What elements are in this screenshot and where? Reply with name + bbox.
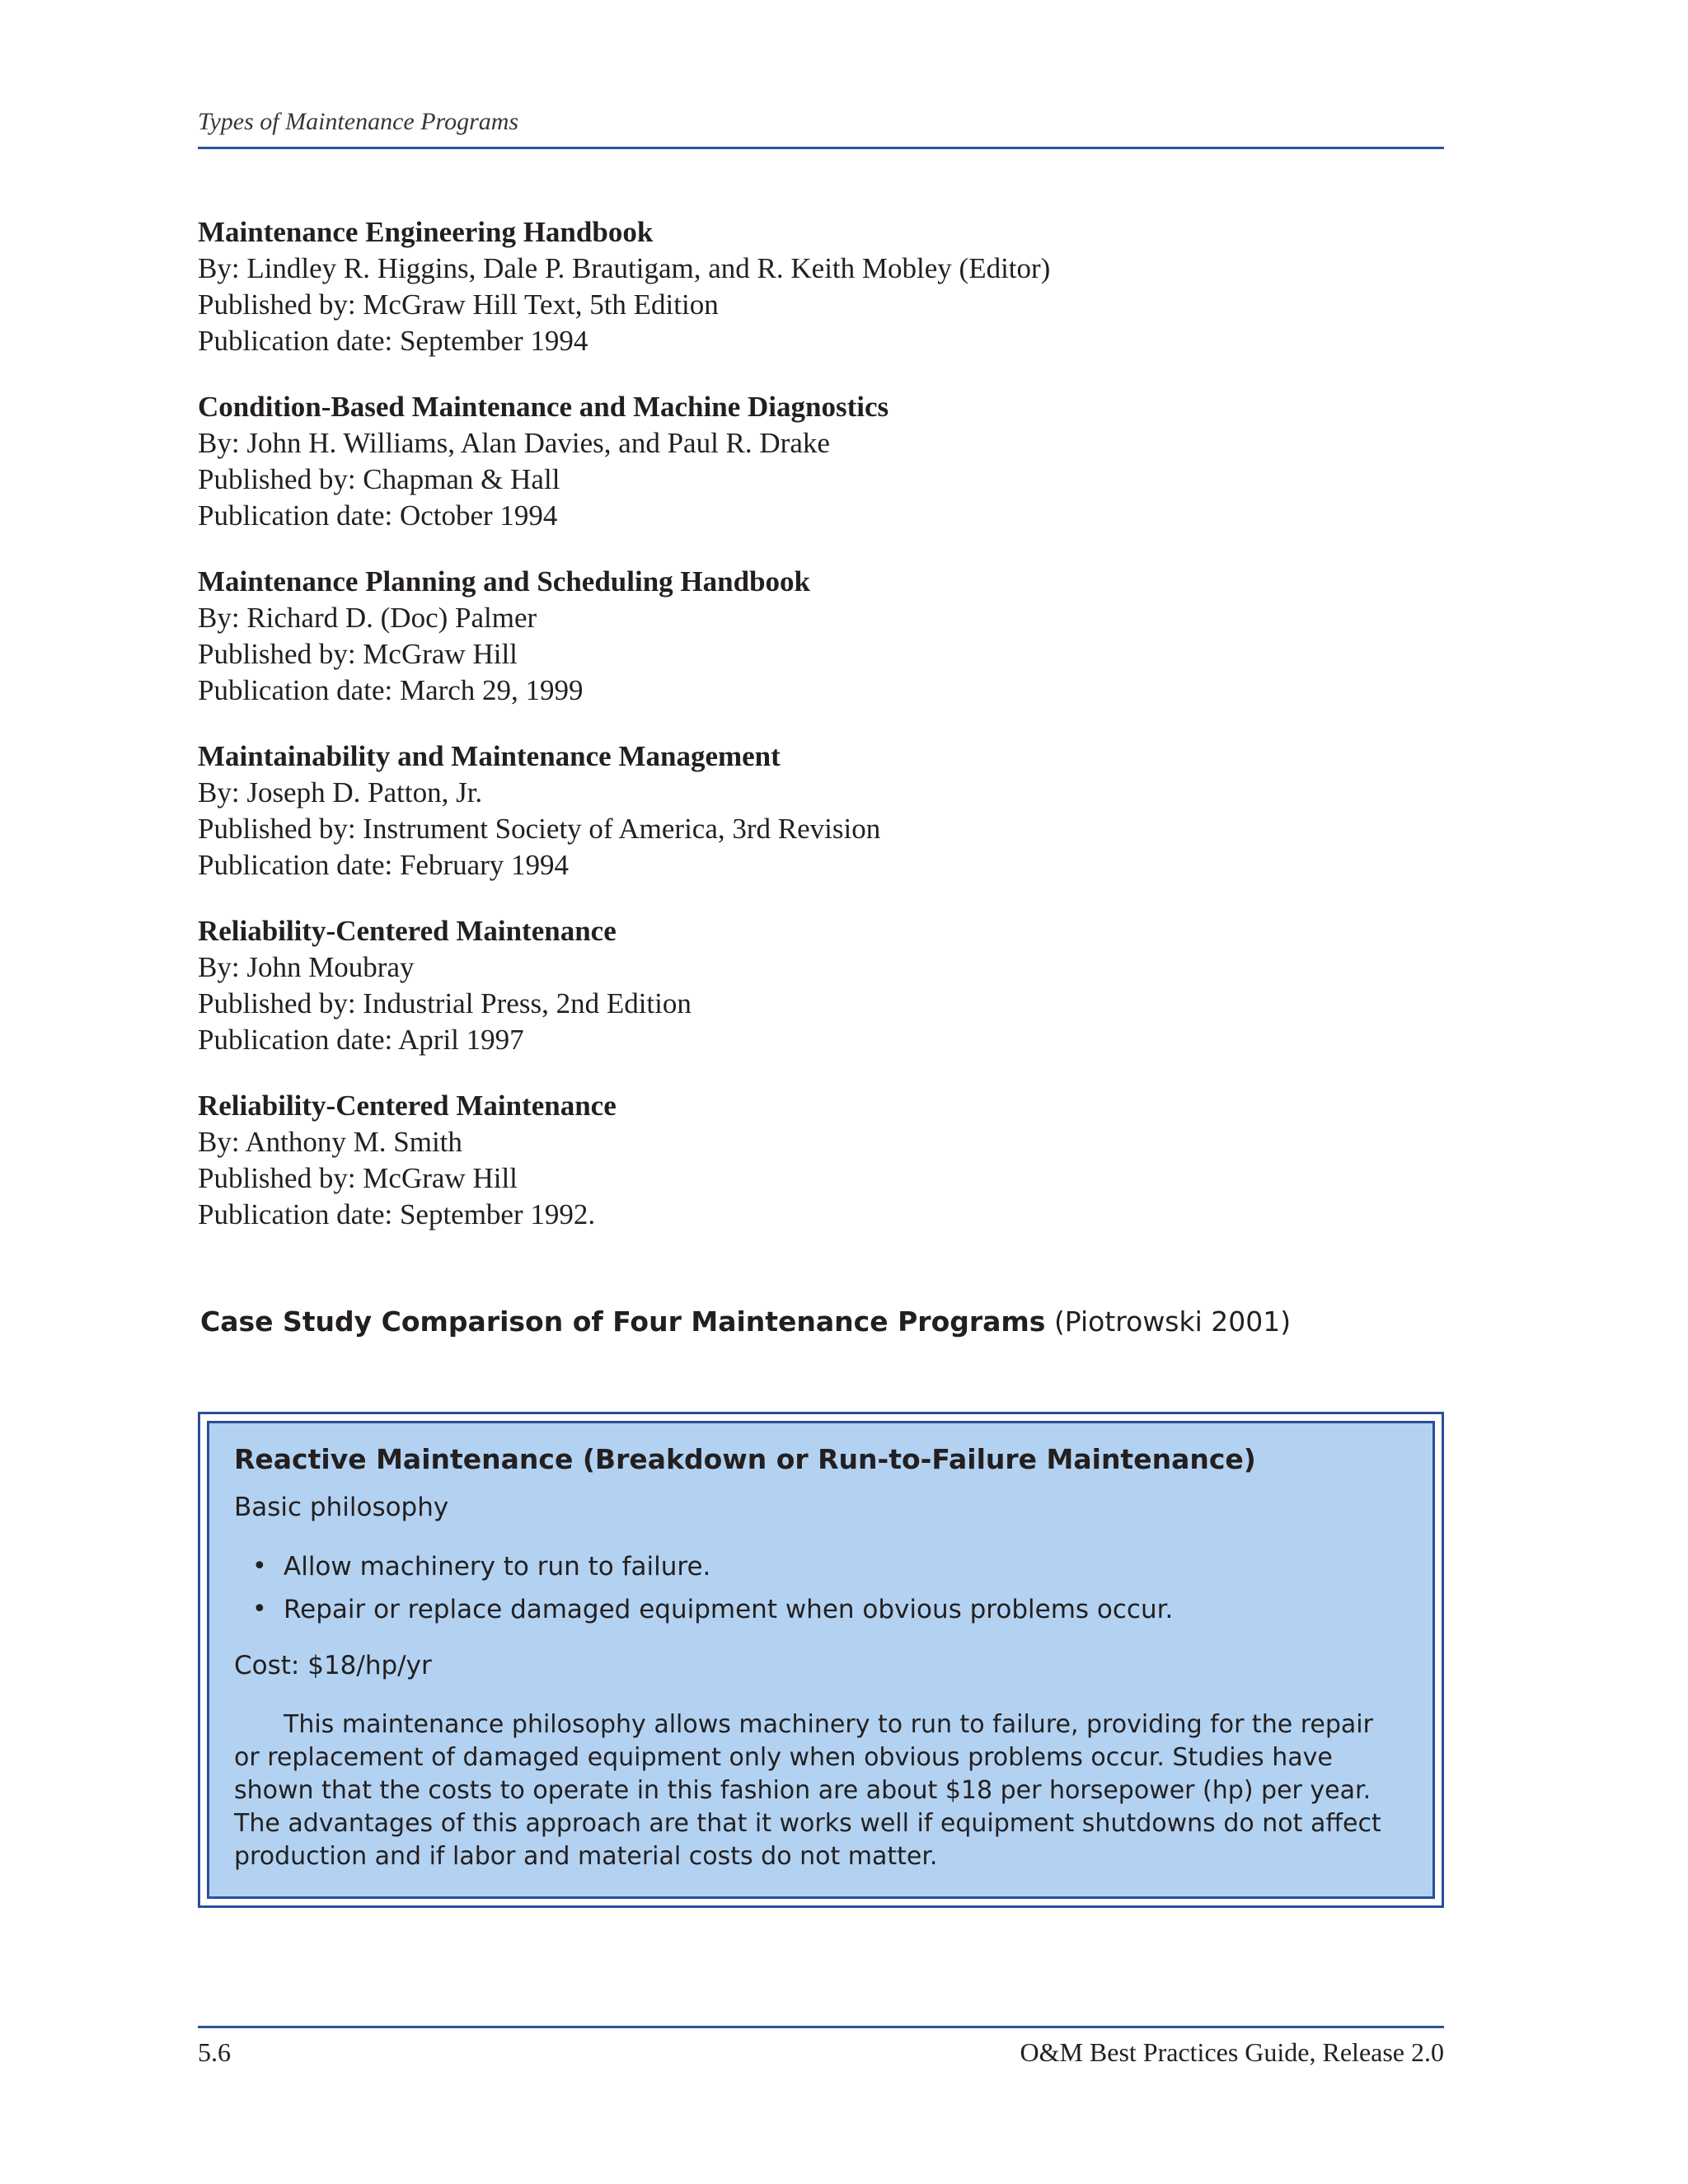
reference-authors: By: Lindley R. Higgins, Dale P. Brautigam, and R. Keith Mobley (Editor) bbox=[198, 252, 1051, 284]
case-study-heading bbox=[200, 1304, 1445, 1340]
reference-title: Maintenance Engineering Handbook bbox=[198, 216, 654, 248]
reference-date: Publication date: March 29, 1999 bbox=[198, 674, 584, 706]
reference-publisher: Published by: McGraw Hill Text, 5th Edition bbox=[198, 288, 719, 321]
guide-title: O&M Best Practices Guide, Release 2.0 bbox=[1020, 2037, 1444, 2067]
footer-rule bbox=[198, 2026, 1444, 2028]
reference-publisher: Published by: McGraw Hill bbox=[198, 1162, 518, 1194]
case-study-citation: (Piotrowski 2001) bbox=[1053, 1305, 1292, 1338]
reactive-maintenance-panel bbox=[207, 1421, 1435, 1899]
reference-title: Maintenance Planning and Scheduling Handbook bbox=[198, 565, 810, 598]
cost-line: Cost: $18/hp/yr bbox=[234, 1651, 432, 1680]
reference-publisher: Published by: McGraw Hill bbox=[198, 638, 518, 670]
reference-title: Maintainability and Maintenance Management bbox=[198, 740, 781, 772]
reference-authors: By: Richard D. (Doc) Palmer bbox=[198, 602, 537, 634]
reference-date: Publication date: October 1994 bbox=[198, 499, 558, 532]
header-rule bbox=[198, 147, 1444, 149]
reference-authors: By: Joseph D. Patton, Jr. bbox=[198, 776, 483, 808]
reference-list bbox=[198, 214, 1444, 1263]
reference-entry bbox=[198, 738, 1444, 883]
box-subtitle: Basic philosophy bbox=[234, 1493, 449, 1522]
reference-publisher: Published by: Industrial Press, 2nd Edition bbox=[198, 987, 692, 1019]
reference-date: Publication date: September 1992. bbox=[198, 1198, 596, 1230]
reference-date: Publication date: April 1997 bbox=[198, 1024, 524, 1056]
reference-authors: By: John H. Williams, Alan Davies, and Paul R. Drake bbox=[198, 427, 830, 459]
reference-authors: By: Anthony M. Smith bbox=[198, 1126, 462, 1158]
list-item bbox=[234, 1588, 1408, 1631]
reference-publisher: Published by: Instrument Society of America, 3rd Revision bbox=[198, 813, 881, 845]
page-number: 5.6 bbox=[198, 2037, 231, 2067]
case-study-title: Case Study Comparison of Four Maintenance Programs bbox=[200, 1305, 1046, 1338]
reference-entry bbox=[198, 389, 1444, 534]
reference-entry bbox=[198, 564, 1444, 709]
reference-entry bbox=[198, 214, 1444, 359]
running-header: Types of Maintenance Programs bbox=[198, 108, 519, 135]
reference-title: Condition-Based Maintenance and Machine Diagnostics bbox=[198, 391, 889, 423]
reference-entry bbox=[198, 1088, 1444, 1233]
list-item-text: Repair or replace damaged equipment when obvious problems occur. bbox=[284, 1595, 1174, 1624]
bullet-icon: • bbox=[252, 1595, 267, 1624]
reference-publisher: Published by: Chapman & Hall bbox=[198, 463, 560, 495]
reference-entry bbox=[198, 913, 1444, 1058]
list-item-text: Allow machinery to run to failure. bbox=[284, 1552, 711, 1582]
reactive-maintenance-box bbox=[198, 1412, 1444, 1908]
reference-date: Publication date: September 1994 bbox=[198, 325, 588, 357]
list-item bbox=[234, 1545, 1408, 1588]
reference-title: Reliability-Centered Maintenance bbox=[198, 1090, 617, 1122]
description-paragraph: This maintenance philosophy allows machinery to run to failure, providing for the repair or replacement of damaged equipment only when obvious problems occur. Studies have shown that the costs to operate in this fashion are about $18 per horsepower (hp) per year. The advantages of this approach are that it works well if equipment shutdowns do not affect production and if labor and material costs do not matter. bbox=[234, 1710, 1381, 1871]
reference-date: Publication date: February 1994 bbox=[198, 849, 570, 881]
reference-title: Reliability-Centered Maintenance bbox=[198, 915, 617, 947]
philosophy-list bbox=[234, 1545, 1408, 1631]
box-title: Reactive Maintenance (Breakdown or Run-to-Failure Maintenance) bbox=[234, 1443, 1256, 1475]
bullet-icon: • bbox=[252, 1552, 267, 1581]
reference-authors: By: John Moubray bbox=[198, 951, 415, 983]
